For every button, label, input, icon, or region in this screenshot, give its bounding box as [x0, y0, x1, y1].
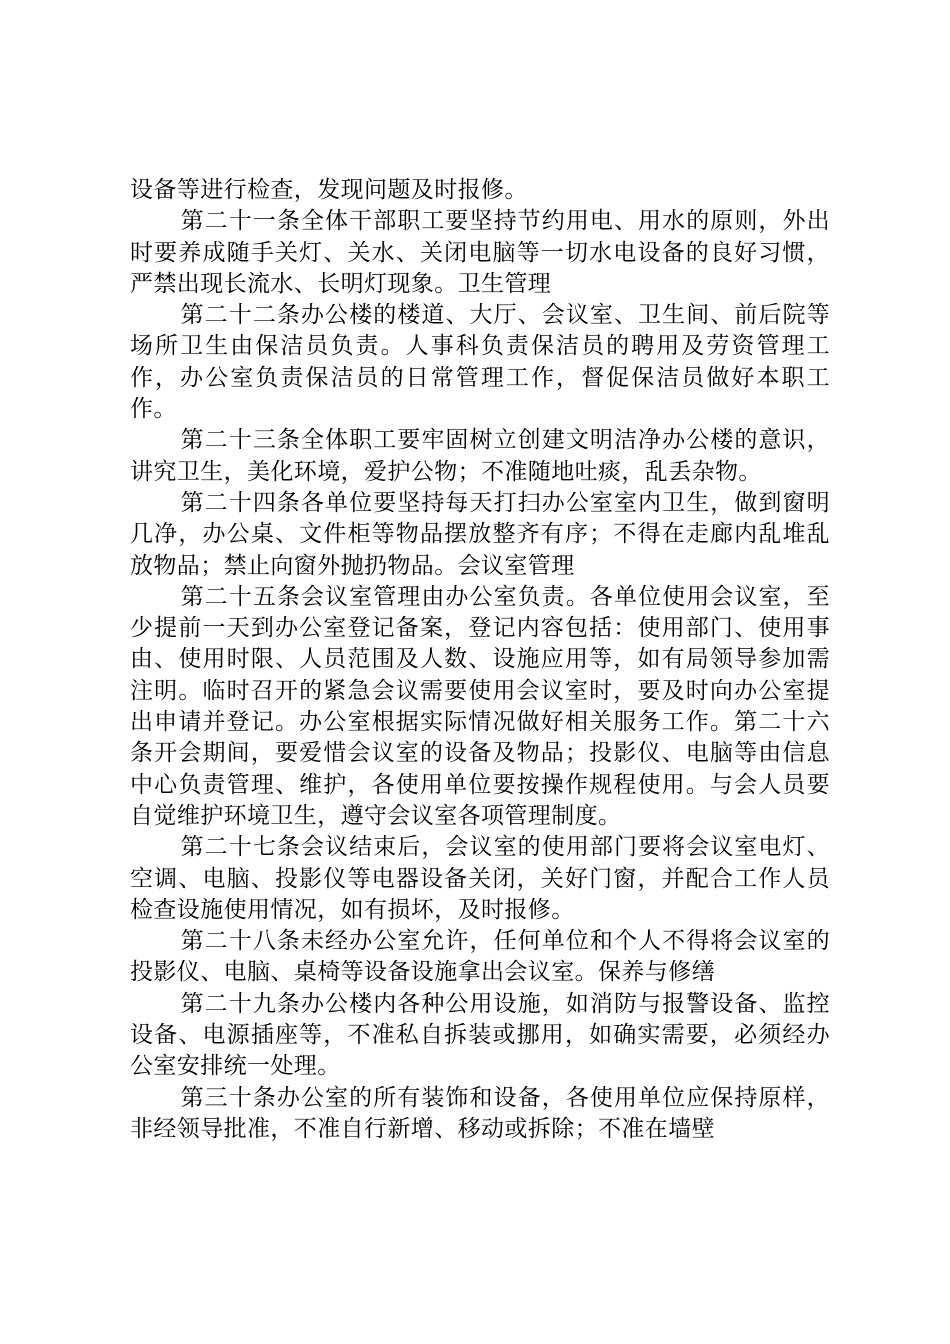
paragraph-article-30: 第三十条办公室的所有装饰和设备，各使用单位应保持原样，非经领导批准，不准自行新增、移动或拆除；不准在墙壁: [130, 1084, 830, 1142]
paragraph-article-28: 第二十八条未经办公室允许，任何单位和个人不得将会议室的投影仪、电脑、桌椅等设备设施拿出会议室。保养与修缮: [130, 928, 830, 986]
paragraph-article-22: 第二十二条办公楼的楼道、大厅、会议室、卫生间、前后院等场所卫生由保洁员负责。人事科负责保洁员的聘用及劳资管理工作，办公室负责保洁员的日常管理工作，督促保洁员做好本职工作。: [130, 302, 830, 423]
paragraph-article-27: 第二十七条会议结束后，会议室的使用部门要将会议室电灯、空调、电脑、投影仪等电器设备关闭，关好门窗，并配合工作人员检查设施使用情况，如有损坏，及时报修。: [130, 834, 830, 923]
paragraph-article-29: 第二十九条办公楼内各种公用设施，如消防与报警设备、监控设备、电源插座等，不准私自拆装或挪用，如确实需要，必须经办公室安排统一处理。: [130, 990, 830, 1080]
document-page: [130, 175, 830, 1145]
paragraph-article-21: 第二十一条全体干部职工要坚持节约用电、用水的原则，外出时要养成随手关灯、关水、关闭电脑等一切水电设备的良好习惯，严禁出现长流水、长明灯现象。卫生管理: [130, 208, 830, 297]
paragraph-article-24: 第二十四条各单位要坚持每天打扫办公室室内卫生，做到窗明几净，办公桌、文件柜等物品摆放整齐有序；不得在走廊内乱堆乱放物品；禁止向窗外抛扔物品。会议室管理: [130, 489, 830, 579]
paragraph-article-25: 第二十五条会议室管理由办公室负责。各单位使用会议室，至少提前一天到办公室登记备案，登记内容包括：使用部门、使用事由、使用时限、人员范围及人数、设施应用等，如有局领导参加需注明。临时召开的紧急会议需要使用会议室时，要及时向办公室提出申请并登记。办公室根据实际情况做好相关服务工作。第二十六条开会期间，要爱惜会议室的设备及物品；投影仪、电脑等由信息中心负责管理、维护，各使用单位要按操作规程使用。与会人员要自觉维护环境卫生，遵守会议室各项管理制度。: [130, 583, 830, 829]
paragraph-continuation: 设备等进行检查，发现问题及时报修。: [130, 177, 528, 203]
paragraph-article-23: 第二十三条全体职工要牢固树立创建文明洁净办公楼的意识，讲究卫生，美化环境，爱护公物；不准随地吐痰，乱丢杂物。: [130, 427, 830, 485]
